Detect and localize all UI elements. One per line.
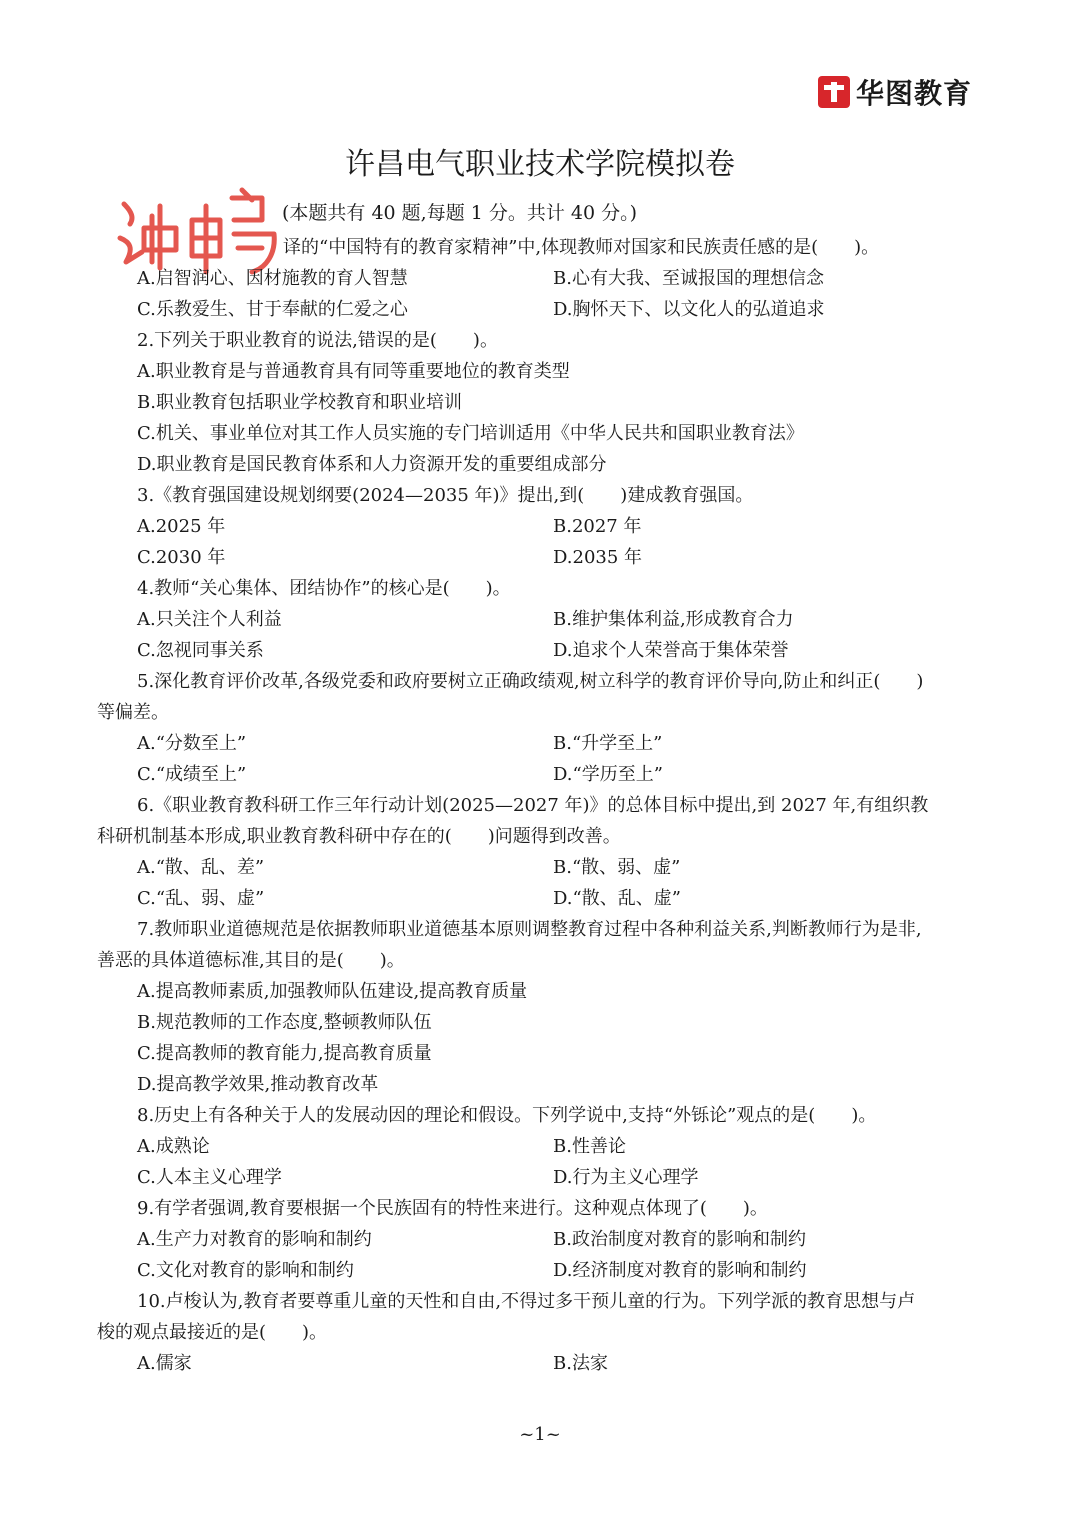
option: B.“升学至上” [553, 733, 663, 754]
huatu-logo-icon [818, 76, 850, 108]
question-stem: 3.《教育强国建设规划纲要(2024—2035 年)》提出,到( )建成教育强国。 [137, 485, 754, 506]
option: C.“成绩至上” [137, 764, 247, 785]
option: C.“乱、弱、虚” [137, 888, 265, 909]
question-stem-continued: 梭的观点最接近的是( )。 [97, 1322, 328, 1343]
option: A.职业教育是与普通教育具有同等重要地位的教育类型 [137, 361, 570, 382]
option: A.成熟论 [137, 1136, 210, 1157]
option-row [97, 604, 985, 635]
option-row [97, 728, 985, 759]
option: B.性善论 [553, 1136, 626, 1157]
option: C.文化对教育的影响和制约 [137, 1260, 354, 1281]
option: B.法家 [553, 1353, 608, 1374]
option: D.“散、乱、虚” [553, 888, 681, 909]
question-stem-continued: 科研机制基本形成,职业教育教科研中存在的( )问题得到改善。 [97, 826, 621, 847]
option-row [97, 1224, 985, 1255]
option: D.经济制度对教育的影响和制约 [553, 1260, 807, 1281]
option: A.提高教师素质,加强教师队伍建设,提高教育质量 [137, 981, 528, 1002]
option-row [97, 1162, 985, 1193]
option-row [97, 1131, 985, 1162]
question-stem: 4.教师“关心集体、团结协作”的核心是( )。 [137, 578, 511, 599]
option: A.“散、乱、差” [137, 857, 265, 878]
option: A.生产力对教育的影响和制约 [137, 1229, 372, 1250]
option: C.忽视同事关系 [137, 640, 264, 661]
option: B.规范教师的工作态度,整顿教师队伍 [137, 1012, 432, 1033]
option: B.2027 年 [553, 516, 642, 537]
question-stem-continued: 善恶的具体道德标准,其目的是( )。 [97, 950, 405, 971]
option-row [97, 511, 985, 542]
option: C.机关、事业单位对其工作人员实施的专门培训适用《中华人民共和国职业教育法》 [137, 423, 804, 444]
page-title: 许昌电气职业技术学院模拟卷 [345, 147, 735, 182]
option: D.追求个人荣誉高于集体荣誉 [553, 640, 789, 661]
option: B.维护集体利益,形成教育合力 [553, 609, 794, 630]
option-row [97, 759, 985, 790]
logo-text: 华图教育 [856, 77, 973, 110]
option-row [97, 542, 985, 573]
question-stem: 5.深化教育评价改革,各级党委和政府要树立正确政绩观,树立科学的教育评价导向,防止和纠正( ) [137, 671, 924, 692]
option: C.2030 年 [137, 547, 226, 568]
question-stem: 7.教师职业道德规范是依据教师职业道德基本原则调整教育过程中各种利益关系,判断教师行为是非, [137, 919, 922, 940]
option: A.“分数至上” [137, 733, 247, 754]
brand-logo [818, 74, 972, 110]
option: A.儒家 [137, 1353, 192, 1374]
option: D.职业教育是国民教育体系和人力资源开发的重要组成部分 [137, 454, 607, 475]
option-row [97, 635, 985, 666]
question-stem: 10.卢梭认为,教育者要尊重儿童的天性和自由,不得过多干预儿童的行为。下列学派的教育思想与卢 [137, 1291, 916, 1312]
option-row [97, 263, 985, 294]
option: D.提高教学效果,推动教育改革 [137, 1074, 379, 1095]
option-row [97, 294, 985, 325]
option-row [97, 1348, 985, 1379]
option: D.“学历至上” [553, 764, 663, 785]
question-stem-continued: 等偏差。 [97, 702, 169, 723]
option-row [97, 1255, 985, 1286]
option: A.启智润心、因材施教的育人智慧 [137, 268, 408, 289]
option: B.职业教育包括职业学校教育和职业培训 [137, 392, 462, 413]
option: C.乐教爱生、甘于奉献的仁爱之心 [137, 299, 408, 320]
question-stem: 9.有学者强调,教育要根据一个民族固有的特性来进行。这种观点体现了( )。 [137, 1198, 768, 1219]
option: D.胸怀天下、以文化人的弘道追求 [553, 299, 825, 320]
question-stem: 8.历史上有各种关于人的发展动因的理论和假设。下列学说中,支持“外铄论”观点的是( )。 [137, 1105, 877, 1126]
question-stem: 2.下列关于职业教育的说法,错误的是( )。 [137, 330, 498, 351]
option: A.2025 年 [137, 516, 226, 537]
page-number: ~1~ [519, 1424, 561, 1445]
option: C.提高教师的教育能力,提高教育质量 [137, 1043, 432, 1064]
option: A.只关注个人利益 [137, 609, 282, 630]
question-list [97, 232, 985, 1379]
option: B.“散、弱、虚” [553, 857, 681, 878]
section-header: (本题共有 40 题,每题 1 分。共计 40 分。) [282, 202, 638, 224]
option-row [97, 883, 985, 914]
option: D.行为主义心理学 [553, 1167, 699, 1188]
option: B.政治制度对教育的影响和制约 [553, 1229, 806, 1250]
option: C.人本主义心理学 [137, 1167, 282, 1188]
question-stem: 译的“中国特有的教育家精神”中,体现教师对国家和民族责任感的是( )。 [283, 237, 880, 258]
option-row [97, 852, 985, 883]
option: B.心有大我、至诚报国的理想信念 [553, 268, 824, 289]
question-stem: 6.《职业教育教科研工作三年行动计划(2025—2027 年)》的总体目标中提出,到 2027 年,有组织教 [137, 795, 929, 816]
option: D.2035 年 [553, 547, 643, 568]
